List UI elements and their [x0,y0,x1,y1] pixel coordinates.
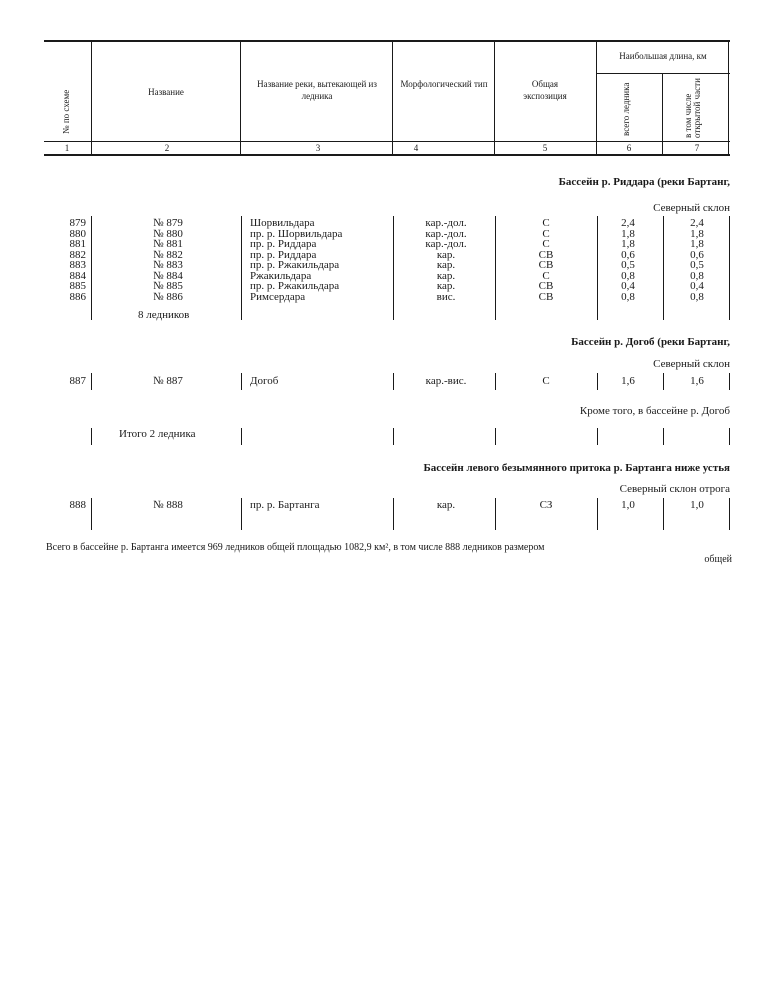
cell-name: № 888 [153,499,183,511]
cell-river: Ржакильдара [250,269,312,282]
cell-open-length: 1,6 [690,375,704,387]
cell-number: 879 [69,217,86,229]
column-rule [729,428,730,445]
cell-river: пр. р. Бартанга [250,499,320,511]
table-row [0,281,776,292]
table-row [0,500,776,511]
cell-open-length: 0,8 [690,269,704,282]
col-number: 7 [694,143,700,153]
cell-river: Шорвильдара [250,217,315,229]
cell-name: № 879 [153,217,183,229]
cell-total-length: 0,4 [621,280,635,292]
header-divider [91,42,92,154]
cell-open-length: 0,6 [690,248,704,261]
cell-total-length: 0,5 [621,259,635,271]
section2-slope: Северный склон [653,358,730,370]
cell-total-length: 0,8 [621,290,635,303]
header-bottom-rule [44,154,730,156]
cell-total-length: 2,4 [621,217,635,229]
cell-river: Римсердара [250,290,306,303]
table-row [0,250,776,261]
cell-river: пр. р. Ржакильдара [250,259,340,271]
cell-number: 884 [69,269,86,282]
cell-river: пр. р. Шорвильдара [250,227,343,240]
header-col1-label: № по схеме [61,89,71,134]
col-number: 5 [542,143,548,153]
cell-exposition: СЗ [539,499,553,511]
cell-type: вис. [436,290,456,303]
cell-type: кар. [436,259,456,271]
header-col5-label: Общая экспозиция [523,79,567,101]
cell-open-length: 2,4 [690,217,704,229]
cell-open-length: 0,8 [690,290,704,303]
cell-exposition: С [542,238,550,250]
column-rule [393,428,394,445]
cell-total-length: 1,8 [621,238,635,250]
cell-open-length: 0,5 [690,259,704,271]
column-rule [495,428,496,445]
col-number: 3 [315,143,321,153]
footer-text-line2: общей [704,554,732,565]
cell-type: кар.-дол. [425,227,467,240]
cell-exposition: СВ [538,280,554,292]
table-row [0,229,776,240]
header-length-group-label: Наибольшая длина, км [619,51,707,61]
column-rule [241,428,242,445]
header-col6-label: всего ледника [621,82,631,136]
cell-type: кар.-дол. [425,238,467,250]
cell-exposition: С [542,217,550,229]
cell-number: 886 [69,290,86,303]
cell-type: кар. [436,499,456,511]
section1-title: Бассейн р. Риддара (реки Бартанг, [558,176,730,188]
header-divider [662,73,663,154]
cell-name: № 882 [153,248,183,261]
cell-exposition: С [542,375,550,387]
cell-number: 880 [69,227,86,240]
header-divider [596,42,597,154]
table-header [44,40,730,156]
section1-total: 8 ледников [138,309,190,321]
header-number-rule [44,141,730,142]
cell-river: пр. р. Риддара [250,248,317,261]
cell-total-length: 1,6 [621,375,635,387]
cell-river: пр. р. Ржакильдара [250,280,340,292]
col-number: 1 [64,143,70,153]
cell-exposition: СВ [538,259,554,271]
cell-number: 887 [69,375,86,387]
cell-exposition: СВ [538,290,554,303]
cell-number: 888 [69,499,86,511]
col-number: 6 [626,143,632,153]
cell-exposition: С [542,269,550,282]
cell-river: Догоб [250,375,279,387]
column-rule [91,428,92,445]
cell-open-length: 1,8 [690,238,704,250]
table-row [0,260,776,271]
cell-number: 885 [69,280,86,292]
cell-open-length: 1,8 [690,227,704,240]
cell-number: 882 [69,248,86,261]
col-number: 2 [164,143,170,153]
header-divider [392,42,393,154]
header-col3-label: Название реки, вытекающей из ледника [257,79,377,101]
table-row [0,218,776,229]
section3-slope: Северный склон отрога [619,483,730,495]
cell-total-length: 0,6 [621,248,635,261]
table-row [0,239,776,250]
header-divider [728,42,729,154]
cell-open-length: 0,4 [690,280,704,292]
header-group-rule [596,73,730,74]
cell-type: кар.-дол. [425,217,467,229]
header-top-rule [44,40,730,42]
column-rule [663,428,664,445]
header-col2-label: Название [148,87,184,97]
cell-name: № 885 [153,280,183,292]
header-col7-label: в том числе открытой части [683,78,702,138]
cell-total-length: 1,8 [621,227,635,240]
cell-type: кар. [436,248,456,261]
header-divider [240,42,241,154]
cell-name: № 886 [153,290,183,303]
cell-total-length: 0,8 [621,269,635,282]
cell-exposition: СВ [538,248,554,261]
cell-name: № 884 [153,269,183,282]
column-rule [597,428,598,445]
section2-total: Итого 2 ледника [119,428,196,440]
section2-title: Бассейн р. Догоб (реки Бартанг, [571,336,730,348]
cell-open-length: 1,0 [690,499,704,511]
cell-exposition: С [542,227,550,240]
section3-title: Бассейн левого безымянного притока р. Бартанга ниже устья [423,462,730,474]
cell-number: 881 [69,238,86,250]
cell-name: № 883 [153,259,183,271]
cell-number: 883 [69,259,86,271]
cell-name: № 880 [153,227,183,240]
table-row [0,292,776,303]
table-row [0,271,776,282]
header-col4-label: Морфологический тип [400,79,488,89]
footer-text-line1: Всего в бассейне р. Бартанга имеется 969 ледников общей площадью 1082,9 км², в том числе 888 ледников размером [46,542,545,553]
cell-name: № 881 [153,238,183,250]
table-row [0,376,776,387]
cell-type: кар. [436,280,456,292]
cell-name: № 887 [153,375,183,387]
cell-type: кар.-вис. [425,375,467,387]
section2-note: Кроме того, в бассейне р. Догоб [579,405,730,417]
cell-river: пр. р. Риддара [250,238,317,250]
cell-type: кар. [436,269,456,282]
section1-slope: Северный склон [653,202,730,214]
header-divider [494,42,495,154]
col-number: 4 [413,143,419,153]
cell-total-length: 1,0 [621,499,635,511]
